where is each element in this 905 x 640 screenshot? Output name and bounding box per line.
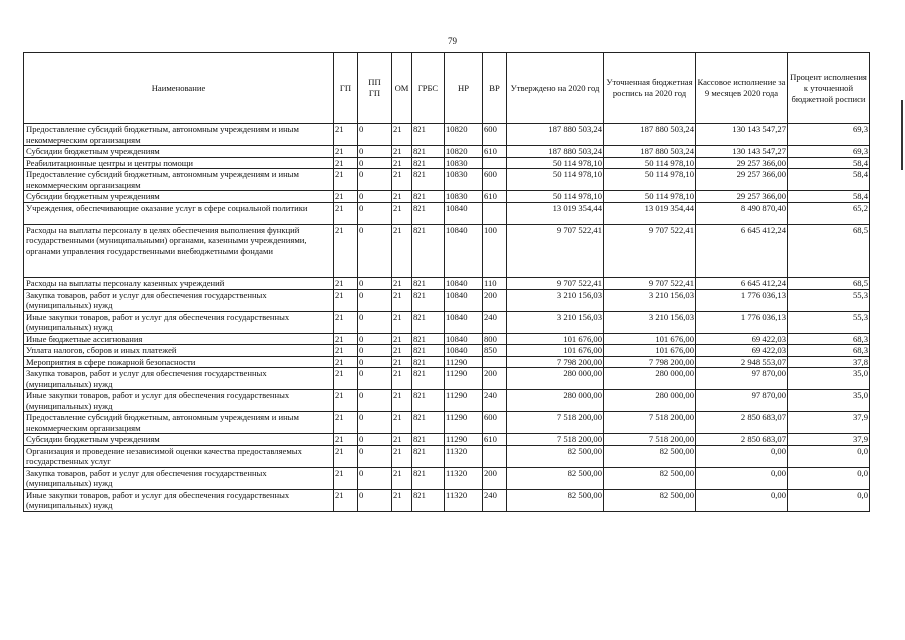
cell-cash: 2 948 553,07 xyxy=(696,356,788,368)
cell-om: 21 xyxy=(392,434,412,446)
cell-nr: 10820 xyxy=(445,124,483,146)
cell-ppgp: 0 xyxy=(358,445,392,467)
cell-nr: 10840 xyxy=(445,278,483,290)
cell-gp: 21 xyxy=(334,434,358,446)
cell-gp: 21 xyxy=(334,224,358,278)
cell-grbs: 821 xyxy=(412,278,445,290)
cell-vr: 600 xyxy=(483,412,507,434)
cell-percent: 37,9 xyxy=(788,434,870,446)
cell-percent: 68,5 xyxy=(788,224,870,278)
table-body xyxy=(24,124,870,512)
cell-refined: 187 880 503,24 xyxy=(604,146,696,158)
cell-gp: 21 xyxy=(334,368,358,390)
cell-cash: 130 143 547,27 xyxy=(696,124,788,146)
header-percent: Процент исполнения к уточненной бюджетной росписи xyxy=(788,53,870,124)
cell-name: Закупка товаров, работ и услуг для обеспечения государственных (муниципальных) нужд xyxy=(24,368,334,390)
cell-om: 21 xyxy=(392,191,412,203)
cell-grbs: 821 xyxy=(412,289,445,311)
budget-execution-table xyxy=(23,52,870,512)
table-row xyxy=(24,333,870,345)
cell-refined: 13 019 354,44 xyxy=(604,202,696,224)
cell-nr: 10840 xyxy=(445,202,483,224)
cell-percent: 35,0 xyxy=(788,368,870,390)
cell-approved: 82 500,00 xyxy=(507,467,604,489)
cell-percent: 58,4 xyxy=(788,169,870,191)
cell-nr: 10840 xyxy=(445,289,483,311)
table-row xyxy=(24,202,870,224)
cell-grbs: 821 xyxy=(412,146,445,158)
cell-nr: 11290 xyxy=(445,390,483,412)
cell-approved: 9 707 522,41 xyxy=(507,278,604,290)
header-vr: ВР xyxy=(483,53,507,124)
cell-percent: 65,2 xyxy=(788,202,870,224)
table-row xyxy=(24,368,870,390)
cell-om: 21 xyxy=(392,289,412,311)
cell-cash: 69 422,03 xyxy=(696,333,788,345)
cell-name: Закупка товаров, работ и услуг для обеспечения государственных (муниципальных) нужд xyxy=(24,289,334,311)
cell-cash: 1 776 036,13 xyxy=(696,289,788,311)
cell-refined: 7 798 200,00 xyxy=(604,356,696,368)
cell-gp: 21 xyxy=(334,169,358,191)
cell-gp: 21 xyxy=(334,157,358,169)
cell-vr: 240 xyxy=(483,311,507,333)
cell-gp: 21 xyxy=(334,356,358,368)
cell-nr: 10820 xyxy=(445,146,483,158)
cell-percent: 55,3 xyxy=(788,311,870,333)
cell-gp: 21 xyxy=(334,289,358,311)
cell-ppgp: 0 xyxy=(358,345,392,357)
cell-vr: 240 xyxy=(483,390,507,412)
cell-ppgp: 0 xyxy=(358,434,392,446)
cell-name: Иные закупки товаров, работ и услуг для обеспечения государственных (муниципальных) нужд xyxy=(24,489,334,511)
cell-refined: 101 676,00 xyxy=(604,333,696,345)
cell-name: Предоставление субсидий бюджетным, автономным учреждениям и иным некоммерческим организациям xyxy=(24,412,334,434)
cell-refined: 280 000,00 xyxy=(604,368,696,390)
cell-percent: 69,3 xyxy=(788,146,870,158)
cell-vr: 200 xyxy=(483,467,507,489)
cell-ppgp: 0 xyxy=(358,278,392,290)
cell-nr: 11320 xyxy=(445,489,483,511)
cell-grbs: 821 xyxy=(412,434,445,446)
cell-approved: 101 676,00 xyxy=(507,333,604,345)
budget-table-container xyxy=(23,52,870,512)
cell-grbs: 821 xyxy=(412,311,445,333)
table-row xyxy=(24,445,870,467)
cell-ppgp: 0 xyxy=(358,146,392,158)
cell-om: 21 xyxy=(392,345,412,357)
cell-nr: 10830 xyxy=(445,191,483,203)
cell-gp: 21 xyxy=(334,202,358,224)
cell-refined: 7 518 200,00 xyxy=(604,434,696,446)
cell-approved: 7 518 200,00 xyxy=(507,434,604,446)
cell-gp: 21 xyxy=(334,345,358,357)
cell-approved: 3 210 156,03 xyxy=(507,311,604,333)
cell-approved: 50 114 978,10 xyxy=(507,169,604,191)
cell-om: 21 xyxy=(392,169,412,191)
cell-grbs: 821 xyxy=(412,157,445,169)
cell-ppgp: 0 xyxy=(358,124,392,146)
cell-cash: 97 870,00 xyxy=(696,368,788,390)
cell-vr: 600 xyxy=(483,124,507,146)
table-row xyxy=(24,434,870,446)
table-row xyxy=(24,311,870,333)
table-row xyxy=(24,289,870,311)
cell-vr: 240 xyxy=(483,489,507,511)
cell-percent: 68,3 xyxy=(788,345,870,357)
cell-ppgp: 0 xyxy=(358,224,392,278)
header-ppgp: ПП ГП xyxy=(358,53,392,124)
cell-cash: 130 143 547,27 xyxy=(696,146,788,158)
cell-percent: 68,3 xyxy=(788,333,870,345)
cell-percent: 0,0 xyxy=(788,489,870,511)
header-cash: Кассовое исполнение за 9 месяцев 2020 года xyxy=(696,53,788,124)
cell-vr: 850 xyxy=(483,345,507,357)
cell-gp: 21 xyxy=(334,278,358,290)
cell-percent: 58,4 xyxy=(788,191,870,203)
cell-gp: 21 xyxy=(334,146,358,158)
cell-ppgp: 0 xyxy=(358,311,392,333)
cell-nr: 11290 xyxy=(445,434,483,446)
cell-percent: 58,4 xyxy=(788,157,870,169)
cell-percent: 68,5 xyxy=(788,278,870,290)
cell-vr xyxy=(483,356,507,368)
cell-ppgp: 0 xyxy=(358,191,392,203)
cell-approved: 9 707 522,41 xyxy=(507,224,604,278)
margin-mark xyxy=(901,100,903,170)
cell-approved: 280 000,00 xyxy=(507,368,604,390)
cell-om: 21 xyxy=(392,311,412,333)
cell-gp: 21 xyxy=(334,412,358,434)
cell-approved: 101 676,00 xyxy=(507,345,604,357)
cell-om: 21 xyxy=(392,356,412,368)
cell-name: Учреждения, обеспечивающие оказание услуг в сфере социальной политики xyxy=(24,202,334,224)
cell-refined: 50 114 978,10 xyxy=(604,169,696,191)
cell-name: Уплата налогов, сборов и иных платежей xyxy=(24,345,334,357)
cell-approved: 82 500,00 xyxy=(507,445,604,467)
cell-cash: 8 490 870,40 xyxy=(696,202,788,224)
cell-cash: 97 870,00 xyxy=(696,390,788,412)
cell-om: 21 xyxy=(392,333,412,345)
cell-ppgp: 0 xyxy=(358,289,392,311)
cell-refined: 187 880 503,24 xyxy=(604,124,696,146)
cell-om: 21 xyxy=(392,157,412,169)
cell-om: 21 xyxy=(392,445,412,467)
cell-approved: 82 500,00 xyxy=(507,489,604,511)
cell-name: Закупка товаров, работ и услуг для обеспечения государственных (муниципальных) нужд xyxy=(24,467,334,489)
cell-refined: 82 500,00 xyxy=(604,489,696,511)
cell-vr xyxy=(483,445,507,467)
cell-gp: 21 xyxy=(334,467,358,489)
cell-grbs: 821 xyxy=(412,445,445,467)
cell-vr: 610 xyxy=(483,191,507,203)
cell-refined: 82 500,00 xyxy=(604,467,696,489)
cell-gp: 21 xyxy=(334,124,358,146)
cell-nr: 11320 xyxy=(445,445,483,467)
cell-name: Иные бюджетные ассигнования xyxy=(24,333,334,345)
cell-gp: 21 xyxy=(334,390,358,412)
cell-ppgp: 0 xyxy=(358,202,392,224)
cell-om: 21 xyxy=(392,489,412,511)
cell-cash: 0,00 xyxy=(696,467,788,489)
cell-ppgp: 0 xyxy=(358,169,392,191)
cell-grbs: 821 xyxy=(412,202,445,224)
header-nr: НР xyxy=(445,53,483,124)
cell-om: 21 xyxy=(392,224,412,278)
cell-grbs: 821 xyxy=(412,169,445,191)
cell-percent: 37,8 xyxy=(788,356,870,368)
cell-om: 21 xyxy=(392,124,412,146)
cell-refined: 280 000,00 xyxy=(604,390,696,412)
cell-nr: 10830 xyxy=(445,157,483,169)
cell-refined: 101 676,00 xyxy=(604,345,696,357)
cell-om: 21 xyxy=(392,412,412,434)
cell-om: 21 xyxy=(392,368,412,390)
cell-name: Предоставление субсидий бюджетным, автономным учреждениям и иным некоммерческим организациям xyxy=(24,124,334,146)
cell-nr: 11320 xyxy=(445,467,483,489)
cell-nr: 10840 xyxy=(445,333,483,345)
cell-cash: 6 645 412,24 xyxy=(696,278,788,290)
table-row xyxy=(24,278,870,290)
cell-percent: 0,0 xyxy=(788,467,870,489)
cell-om: 21 xyxy=(392,202,412,224)
cell-gp: 21 xyxy=(334,191,358,203)
cell-refined: 3 210 156,03 xyxy=(604,311,696,333)
cell-grbs: 821 xyxy=(412,191,445,203)
header-gp: ГП xyxy=(334,53,358,124)
table-row xyxy=(24,467,870,489)
cell-ppgp: 0 xyxy=(358,157,392,169)
table-row xyxy=(24,157,870,169)
cell-vr: 600 xyxy=(483,169,507,191)
cell-refined: 9 707 522,41 xyxy=(604,278,696,290)
cell-nr: 11290 xyxy=(445,368,483,390)
cell-approved: 187 880 503,24 xyxy=(507,146,604,158)
cell-om: 21 xyxy=(392,390,412,412)
cell-ppgp: 0 xyxy=(358,412,392,434)
header-approved: Утверждено на 2020 год xyxy=(507,53,604,124)
cell-ppgp: 0 xyxy=(358,356,392,368)
cell-grbs: 821 xyxy=(412,356,445,368)
cell-grbs: 821 xyxy=(412,368,445,390)
cell-grbs: 821 xyxy=(412,224,445,278)
cell-approved: 50 114 978,10 xyxy=(507,157,604,169)
cell-name: Мероприятия в сфере пожарной безопасности xyxy=(24,356,334,368)
cell-percent: 69,3 xyxy=(788,124,870,146)
cell-cash: 69 422,03 xyxy=(696,345,788,357)
cell-percent: 37,9 xyxy=(788,412,870,434)
table-row xyxy=(24,345,870,357)
cell-approved: 7 518 200,00 xyxy=(507,412,604,434)
cell-name: Субсидии бюджетным учреждениям xyxy=(24,434,334,446)
cell-vr xyxy=(483,202,507,224)
cell-percent: 0,0 xyxy=(788,445,870,467)
cell-vr: 610 xyxy=(483,146,507,158)
cell-grbs: 821 xyxy=(412,412,445,434)
cell-cash: 29 257 366,00 xyxy=(696,169,788,191)
cell-approved: 3 210 156,03 xyxy=(507,289,604,311)
cell-om: 21 xyxy=(392,467,412,489)
cell-percent: 35,0 xyxy=(788,390,870,412)
cell-grbs: 821 xyxy=(412,489,445,511)
cell-cash: 29 257 366,00 xyxy=(696,157,788,169)
cell-refined: 3 210 156,03 xyxy=(604,289,696,311)
table-row xyxy=(24,169,870,191)
cell-ppgp: 0 xyxy=(358,489,392,511)
cell-name: Субсидии бюджетным учреждениям xyxy=(24,191,334,203)
table-header-row xyxy=(24,53,870,124)
cell-vr: 100 xyxy=(483,224,507,278)
cell-grbs: 821 xyxy=(412,124,445,146)
cell-name: Субсидии бюджетным учреждениям xyxy=(24,146,334,158)
cell-cash: 2 850 683,07 xyxy=(696,434,788,446)
cell-cash: 6 645 412,24 xyxy=(696,224,788,278)
cell-vr: 110 xyxy=(483,278,507,290)
table-row xyxy=(24,191,870,203)
cell-refined: 7 518 200,00 xyxy=(604,412,696,434)
cell-name: Расходы на выплаты персоналу в целях обеспечения выполнения функций государственными (муниципальными) органами, казенными учреждениями, органами управления государственными внебюджетными фондами xyxy=(24,224,334,278)
cell-refined: 82 500,00 xyxy=(604,445,696,467)
cell-vr: 200 xyxy=(483,289,507,311)
cell-name: Предоставление субсидий бюджетным, автономным учреждениям и иным некоммерческим организациям xyxy=(24,169,334,191)
table-row xyxy=(24,124,870,146)
cell-vr: 800 xyxy=(483,333,507,345)
cell-nr: 11290 xyxy=(445,412,483,434)
cell-cash: 2 850 683,07 xyxy=(696,412,788,434)
cell-grbs: 821 xyxy=(412,390,445,412)
cell-ppgp: 0 xyxy=(358,467,392,489)
cell-om: 21 xyxy=(392,278,412,290)
cell-name: Реабилитационные центры и центры помощи xyxy=(24,157,334,169)
page-number: 79 xyxy=(448,36,457,46)
cell-approved: 187 880 503,24 xyxy=(507,124,604,146)
cell-om: 21 xyxy=(392,146,412,158)
cell-vr: 200 xyxy=(483,368,507,390)
cell-vr: 610 xyxy=(483,434,507,446)
cell-percent: 55,3 xyxy=(788,289,870,311)
cell-cash: 0,00 xyxy=(696,489,788,511)
cell-name: Иные закупки товаров, работ и услуг для обеспечения государственных (муниципальных) нужд xyxy=(24,390,334,412)
cell-grbs: 821 xyxy=(412,467,445,489)
cell-name: Иные закупки товаров, работ и услуг для обеспечения государственных (муниципальных) нужд xyxy=(24,311,334,333)
cell-grbs: 821 xyxy=(412,345,445,357)
cell-grbs: 821 xyxy=(412,333,445,345)
cell-approved: 13 019 354,44 xyxy=(507,202,604,224)
cell-cash: 29 257 366,00 xyxy=(696,191,788,203)
header-name: Наименование xyxy=(24,53,334,124)
cell-cash: 0,00 xyxy=(696,445,788,467)
table-row xyxy=(24,390,870,412)
cell-cash: 1 776 036,13 xyxy=(696,311,788,333)
cell-nr: 10830 xyxy=(445,169,483,191)
cell-name: Расходы на выплаты персоналу казенных учреждений xyxy=(24,278,334,290)
cell-gp: 21 xyxy=(334,333,358,345)
cell-nr: 11290 xyxy=(445,356,483,368)
cell-gp: 21 xyxy=(334,445,358,467)
cell-nr: 10840 xyxy=(445,311,483,333)
cell-nr: 10840 xyxy=(445,345,483,357)
cell-refined: 9 707 522,41 xyxy=(604,224,696,278)
cell-ppgp: 0 xyxy=(358,390,392,412)
cell-nr: 10840 xyxy=(445,224,483,278)
table-row xyxy=(24,489,870,511)
cell-ppgp: 0 xyxy=(358,368,392,390)
cell-name: Организация и проведение независимой оценки качества предоставляемых государственных услуг xyxy=(24,445,334,467)
table-row xyxy=(24,146,870,158)
cell-gp: 21 xyxy=(334,311,358,333)
header-refined: Уточненная бюджетная роспись на 2020 год xyxy=(604,53,696,124)
table-row xyxy=(24,224,870,278)
header-grbs: ГРБС xyxy=(412,53,445,124)
cell-ppgp: 0 xyxy=(358,333,392,345)
cell-approved: 280 000,00 xyxy=(507,390,604,412)
cell-gp: 21 xyxy=(334,489,358,511)
table-row xyxy=(24,356,870,368)
cell-vr xyxy=(483,157,507,169)
cell-approved: 50 114 978,10 xyxy=(507,191,604,203)
table-row xyxy=(24,412,870,434)
cell-approved: 7 798 200,00 xyxy=(507,356,604,368)
header-om: ОМ xyxy=(392,53,412,124)
cell-refined: 50 114 978,10 xyxy=(604,191,696,203)
cell-refined: 50 114 978,10 xyxy=(604,157,696,169)
